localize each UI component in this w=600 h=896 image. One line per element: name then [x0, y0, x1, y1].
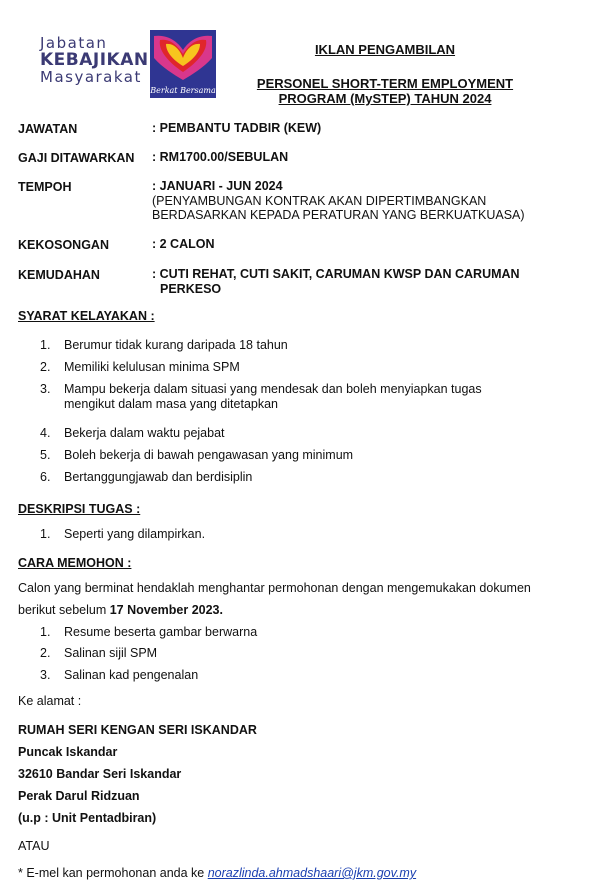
email-prefix: * E-mel kan permohonan anda ke	[18, 866, 208, 880]
field-label-tempoh: TEMPOH	[18, 180, 72, 194]
field-label-jawatan: JAWATAN	[18, 122, 78, 136]
address-line-1: RUMAH SERI KENGAN SERI ISKANDAR	[18, 723, 257, 737]
field-note-tempoh-2: BERDASARKAN KEPADA PERATURAN YANG BERKUATKUASA)	[152, 208, 525, 222]
logo-line-2: KEBAJIKAN	[40, 50, 149, 70]
syarat-item-1: Berumur tidak kurang daripada 18 tahun	[64, 338, 288, 352]
address-line-3: 32610 Bandar Seri Iskandar	[18, 767, 182, 781]
field-label-gaji: GAJI DITAWARKAN	[18, 151, 135, 165]
address-line-5: (u.p : Unit Pentadbiran)	[18, 811, 157, 825]
cara-heading: CARA MEMOHON :	[18, 556, 132, 570]
logo-line-3: Masyarakat	[40, 68, 142, 86]
cara-num-3: 3.	[40, 668, 51, 682]
header-title-1: IKLAN PENGAMBILAN	[314, 42, 456, 57]
field-label-kemudahan: KEMUDAHAN	[18, 268, 100, 282]
cara-num-2: 2.	[40, 646, 51, 660]
address-line-4: Perak Darul Ridzuan	[18, 789, 140, 803]
syarat-num-5: 5.	[40, 448, 51, 462]
cara-item-2: Salinan sijil SPM	[64, 646, 158, 660]
syarat-num-2: 2.	[40, 360, 51, 374]
ke-alamat: Ke alamat :	[18, 694, 82, 708]
syarat-item-3-cont: mengikut dalam masa yang ditetapkan	[64, 397, 279, 411]
syarat-item-5: Boleh bekerja di bawah pengawasan yang minimum	[64, 448, 354, 462]
deskripsi-num-1: 1.	[40, 527, 51, 541]
syarat-num-4: 4.	[40, 426, 51, 440]
logo-line-1: Jabatan	[40, 34, 108, 52]
field-value-kemudahan: : CUTI REHAT, CUTI SAKIT, CARUMAN KWSP DAN CARUMAN	[152, 267, 520, 281]
department-logo-text	[40, 36, 148, 85]
field-value-tempoh: : JANUARI - JUN 2024	[152, 179, 283, 193]
cara-paragraph-2-text: berikut sebelum	[18, 603, 110, 617]
emblem-motto: Berkat Bersama	[150, 86, 216, 95]
field-value-gaji: : RM1700.00/SEBULAN	[152, 150, 289, 164]
syarat-num-6: 6.	[40, 470, 51, 484]
cara-paragraph-1: Calon yang berminat hendaklah menghantar permohonan dengan mengemukakan dokumen	[18, 581, 531, 595]
cara-num-1: 1.	[40, 625, 51, 639]
email-line	[18, 866, 588, 881]
email-link[interactable]: norazlinda.ahmadshaari@jkm.gov.my	[207, 866, 417, 880]
syarat-item-3: Mampu bekerja dalam situasi yang mendesak dan boleh menyiapkan tugas	[64, 382, 482, 396]
field-value-jawatan: : PEMBANTU TADBIR (KEW)	[152, 121, 322, 135]
jkm-emblem-icon	[148, 28, 218, 100]
address-line-2: Puncak Iskandar	[18, 745, 118, 759]
syarat-item-6: Bertanggungjawab dan berdisiplin	[64, 470, 253, 484]
field-note-tempoh-1: (PENYAMBUNGAN KONTRAK AKAN DIPERTIMBANGKAN	[152, 194, 487, 208]
header-title-2: PERSONEL SHORT-TERM EMPLOYMENT	[256, 76, 514, 91]
cara-item-3: Salinan kad pengenalan	[64, 668, 199, 682]
deadline-date: 17 November 2023.	[109, 603, 223, 617]
atau-text: ATAU	[18, 839, 50, 853]
field-value-kekosongan: : 2 CALON	[152, 237, 215, 251]
deskripsi-item-1: Seperti yang dilampirkan.	[64, 527, 206, 541]
deskripsi-heading: DESKRIPSI TUGAS :	[18, 502, 141, 516]
field-label-kekosongan: KEKOSONGAN	[18, 238, 109, 252]
syarat-item-4: Bekerja dalam waktu pejabat	[64, 426, 225, 440]
cara-paragraph-2	[18, 603, 588, 618]
syarat-num-3: 3.	[40, 382, 51, 396]
syarat-heading: SYARAT KELAYAKAN :	[18, 309, 155, 323]
field-value-kemudahan-2: PERKESO	[160, 282, 222, 296]
syarat-item-2: Memiliki kelulusan minima SPM	[64, 360, 240, 374]
cara-item-1: Resume beserta gambar berwarna	[64, 625, 258, 639]
syarat-num-1: 1.	[40, 338, 51, 352]
header-title-3: PROGRAM (MySTEP) TAHUN 2024	[278, 91, 492, 106]
